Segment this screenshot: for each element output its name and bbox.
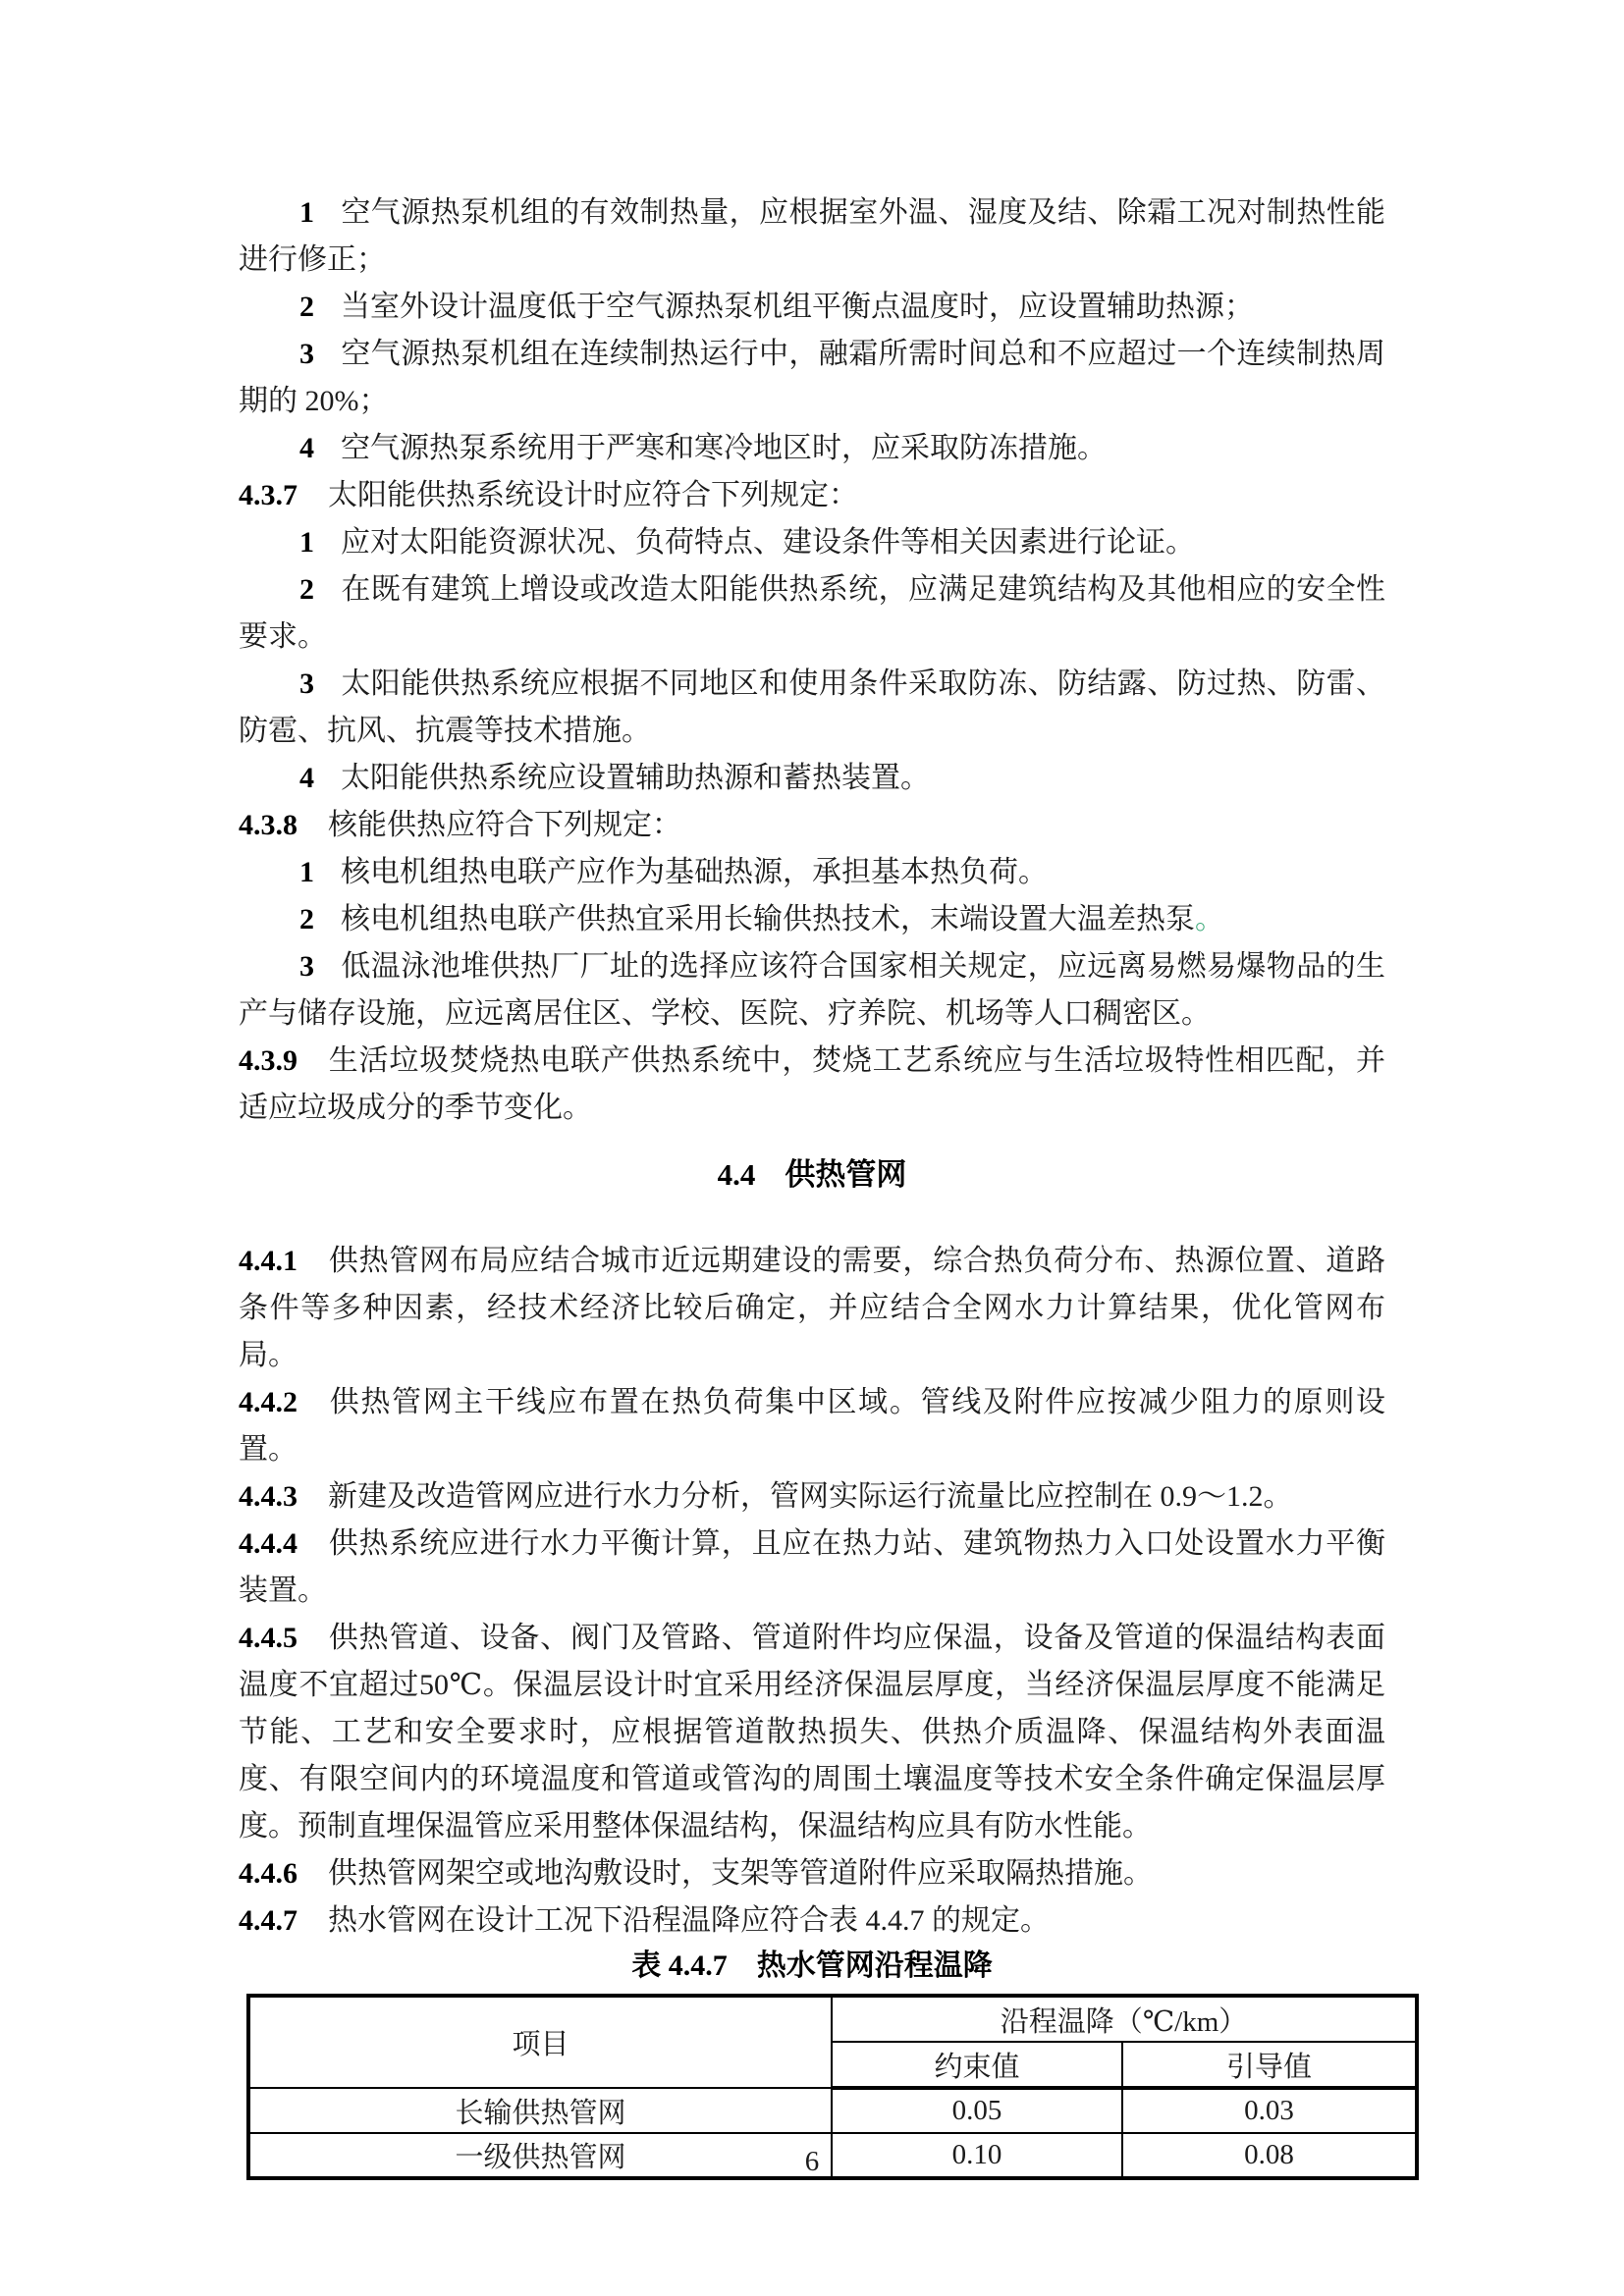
section-title: 供热管网 <box>785 1157 907 1192</box>
clause-4-3-8 <box>239 802 1385 849</box>
clause-text: 供热管网架空或地沟敷设时，支架等管道附件应采取隔热措施。 <box>328 1857 1153 1890</box>
list-item <box>239 896 1385 943</box>
clause-4-4-1 <box>239 1238 1385 1379</box>
clause-number: 4.4.7 <box>239 1904 298 1937</box>
item-text-tail-green: 。 <box>1195 903 1224 935</box>
row-guide-value: 0.08 <box>1122 2133 1417 2178</box>
clause-text: 供热管道、设备、阀门及管路、管道附件均应保温，设备及管道的保温结构表面温度不宜超过50℃。保温层设计时宜采用经济保温层厚度，当经济保温层厚度不能满足节能、工艺和安全要求时，应根据管道散热损失、供热介质温降、保温结构外表面温度、有限空间内的环境温度和管道或管沟的周围土壤温度等技术安全条件确定保温层厚度。预制直埋保温管应采用整体保温结构，保温结构应具有防水性能。 <box>239 1622 1385 1842</box>
clause-number: 4.3.8 <box>239 809 298 841</box>
item-text: 空气源热泵系统用于严寒和寒冷地区时，应采取防冻措施。 <box>341 432 1107 464</box>
table-caption: 表 4.4.7 热水管网沿程温降 <box>631 1949 993 1982</box>
item-text: 空气源热泵机组在连续制热运行中，融霜所需时间总和不应超过一个连续制热周期的 20%； <box>239 338 1385 417</box>
item-number: 2 <box>299 291 314 323</box>
table-header-row <box>248 1996 1417 2042</box>
item-text: 当室外设计温度低于空气源热泵机组平衡点温度时，应设置辅助热源； <box>341 291 1254 323</box>
clause-text: 生活垃圾焚烧热电联产供热系统中，焚烧工艺系统应与生活垃圾特性相匹配，并适应垃圾成分的季节变化。 <box>239 1044 1385 1124</box>
clause-4-4-7 <box>239 1897 1385 1945</box>
item-text: 应对太阳能资源状况、负荷特点、建设条件等相关因素进行论证。 <box>341 526 1195 559</box>
list-item <box>239 519 1385 566</box>
item-number: 2 <box>299 573 314 606</box>
list-item <box>239 943 1385 1038</box>
table-row <box>248 2088 1417 2133</box>
item-number: 1 <box>299 196 314 229</box>
list-item <box>239 331 1385 425</box>
body-text <box>239 189 1385 1945</box>
clause-number: 4.3.9 <box>239 1044 298 1077</box>
row-constraint-value: 0.05 <box>832 2088 1122 2133</box>
item-number: 4 <box>299 762 314 794</box>
list-item <box>239 755 1385 802</box>
list-item <box>239 189 1385 284</box>
item-text: 太阳能供热系统应根据不同地区和使用条件采取防冻、防结露、防过热、防雷、防雹、抗风、抗震等技术措施。 <box>239 667 1385 747</box>
item-number: 3 <box>299 667 314 700</box>
header-cell-group: 沿程温降（℃/km） <box>832 1996 1417 2042</box>
list-item <box>239 661 1385 755</box>
clause-text: 太阳能供热系统设计时应符合下列规定： <box>328 479 858 511</box>
clause-4-4-2 <box>239 1379 1385 1473</box>
list-item <box>239 566 1385 661</box>
clause-text: 新建及改造管网应进行水力分析，管网实际运行流量比应控制在 0.9～1.2。 <box>328 1480 1293 1513</box>
clause-text: 热水管网在设计工况下沿程温降应符合表 4.4.7 的规定。 <box>328 1904 1050 1937</box>
item-text: 核电机组热电联产供热宜采用长输供热技术，末端设置大温差热泵 <box>341 903 1195 935</box>
item-number: 1 <box>299 856 314 888</box>
list-item <box>239 849 1385 896</box>
item-number: 3 <box>299 338 314 370</box>
item-number: 4 <box>299 432 314 464</box>
list-item <box>239 425 1385 472</box>
header-cell-guide: 引导值 <box>1122 2042 1417 2088</box>
row-label: 一级供热管网 <box>248 2133 832 2178</box>
row-guide-value: 0.03 <box>1122 2088 1417 2133</box>
clause-number: 4.4.5 <box>239 1622 298 1654</box>
header-cell-item: 项目 <box>248 1996 832 2088</box>
section-number: 4.4 <box>717 1157 756 1192</box>
clause-4-4-6 <box>239 1850 1385 1897</box>
clause-4-3-9 <box>239 1038 1385 1132</box>
clause-4-3-7 <box>239 472 1385 519</box>
clause-number: 4.3.7 <box>239 479 298 511</box>
item-text: 空气源热泵机组的有效制热量，应根据室外温、湿度及结、除霜工况对制热性能进行修正； <box>239 196 1385 276</box>
clause-text: 核能供热应符合下列规定： <box>328 809 681 841</box>
item-text: 在既有建筑上增设或改造太阳能供热系统，应满足建筑结构及其他相应的安全性要求。 <box>239 573 1385 653</box>
clause-text: 供热管网布局应结合城市近远期建设的需要，综合热负荷分布、热源位置、道路条件等多种因素，经技术经济比较后确定，并应结合全网水力计算结果，优化管网布局。 <box>239 1245 1385 1371</box>
clause-number: 4.4.6 <box>239 1857 298 1890</box>
clause-text: 供热系统应进行水力平衡计算，且应在热力站、建筑物热力入口处设置水力平衡装置。 <box>239 1527 1385 1607</box>
clause-text: 供热管网主干线应布置在热负荷集中区域。管线及附件应按减少阻力的原则设置。 <box>239 1386 1385 1466</box>
item-number: 2 <box>299 903 314 935</box>
item-number: 1 <box>299 526 314 559</box>
clause-4-4-3 <box>239 1473 1385 1521</box>
item-number: 3 <box>299 950 314 983</box>
clause-number: 4.4.3 <box>239 1480 298 1513</box>
section-heading-4-4 <box>239 1151 1385 1199</box>
clause-4-4-5 <box>239 1615 1385 1850</box>
list-item <box>239 284 1385 331</box>
clause-4-4-4 <box>239 1521 1385 1615</box>
clause-number: 4.4.2 <box>239 1386 298 1418</box>
clause-number: 4.4.4 <box>239 1527 298 1560</box>
item-text: 低温泳池堆供热厂厂址的选择应该符合国家相关规定，应远离易燃易爆物品的生产与储存设施，应远离居住区、学校、医院、疗养院、机场等人口稠密区。 <box>239 950 1385 1030</box>
item-text: 核电机组热电联产应作为基础热源，承担基本热负荷。 <box>341 856 1048 888</box>
clause-number: 4.4.1 <box>239 1245 298 1277</box>
row-label: 长输供热管网 <box>248 2088 832 2133</box>
item-text: 太阳能供热系统应设置辅助热源和蓄热装置。 <box>341 762 930 794</box>
header-cell-constraint: 约束值 <box>832 2042 1122 2088</box>
row-constraint-value: 0.10 <box>832 2133 1122 2178</box>
page-number: 6 <box>804 2146 820 2177</box>
